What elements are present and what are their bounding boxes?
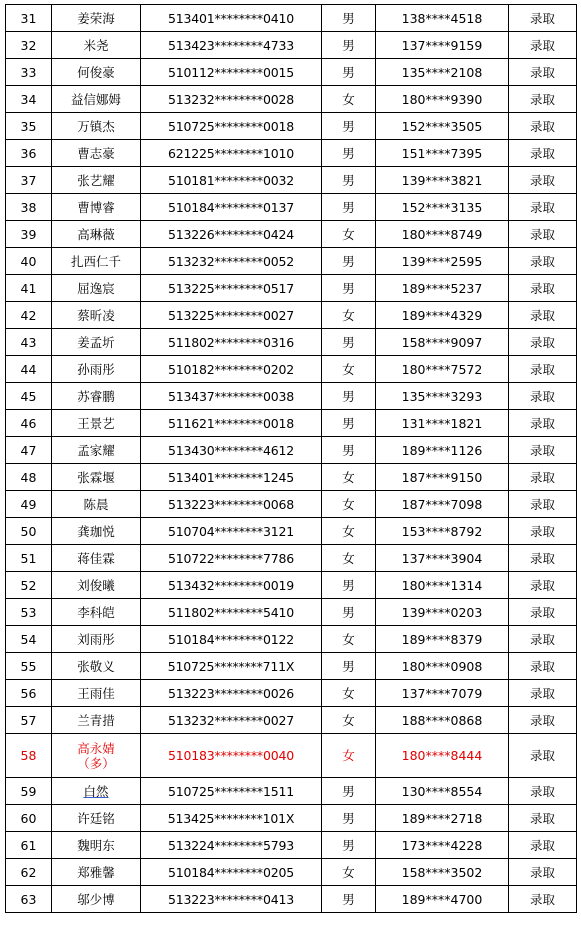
gender-cell: 女 (322, 86, 376, 113)
row-number-cell: 43 (6, 329, 52, 356)
phone-number-cell: 152****3135 (376, 194, 509, 221)
table-row (6, 653, 577, 680)
gender-cell: 男 (322, 886, 376, 913)
phone-number-cell: 137****9159 (376, 32, 509, 59)
status-cell: 录取 (509, 140, 577, 167)
status-cell: 录取 (509, 383, 577, 410)
table-row (6, 356, 577, 383)
id-number-cell: 510184********0137 (141, 194, 322, 221)
status-cell: 录取 (509, 572, 577, 599)
id-number-cell: 510183********0040 (141, 734, 322, 778)
row-number-cell: 44 (6, 356, 52, 383)
student-name-cell: 孟家耀 (52, 437, 141, 464)
phone-number-cell: 137****3904 (376, 545, 509, 572)
phone-number-cell: 135****2108 (376, 59, 509, 86)
row-number-cell: 36 (6, 140, 52, 167)
phone-number-cell: 189****8379 (376, 626, 509, 653)
student-name-cell: 孙雨彤 (52, 356, 141, 383)
status-cell: 录取 (509, 734, 577, 778)
student-name-cell: 许廷铭 (52, 805, 141, 832)
row-number-cell: 42 (6, 302, 52, 329)
phone-number-cell: 139****0203 (376, 599, 509, 626)
phone-number-cell: 158****9097 (376, 329, 509, 356)
id-number-cell: 513430********4612 (141, 437, 322, 464)
table-row (6, 680, 577, 707)
phone-number-cell: 187****9150 (376, 464, 509, 491)
row-number-cell: 45 (6, 383, 52, 410)
table-row (6, 194, 577, 221)
status-cell: 录取 (509, 859, 577, 886)
gender-cell: 女 (322, 626, 376, 653)
phone-number-cell: 137****7079 (376, 680, 509, 707)
id-number-cell: 513226********0424 (141, 221, 322, 248)
phone-number-cell: 139****2595 (376, 248, 509, 275)
gender-cell: 男 (322, 140, 376, 167)
row-number-cell: 52 (6, 572, 52, 599)
student-name-cell: 张艺耀 (52, 167, 141, 194)
table-row (6, 248, 577, 275)
student-name-cell: 张霖堰 (52, 464, 141, 491)
id-number-cell: 510182********0202 (141, 356, 322, 383)
student-name-cell: 魏明东 (52, 832, 141, 859)
row-number-cell: 62 (6, 859, 52, 886)
gender-cell: 男 (322, 437, 376, 464)
gender-cell: 女 (322, 707, 376, 734)
phone-number-cell: 180****1314 (376, 572, 509, 599)
phone-number-cell: 131****1821 (376, 410, 509, 437)
status-cell: 录取 (509, 275, 577, 302)
status-cell: 录取 (509, 518, 577, 545)
id-number-cell: 513232********0027 (141, 707, 322, 734)
phone-number-cell: 180****7572 (376, 356, 509, 383)
gender-cell: 女 (322, 734, 376, 778)
gender-cell: 女 (322, 356, 376, 383)
phone-number-cell: 153****8792 (376, 518, 509, 545)
status-cell: 录取 (509, 653, 577, 680)
row-number-cell: 55 (6, 653, 52, 680)
status-cell: 录取 (509, 221, 577, 248)
status-cell: 录取 (509, 491, 577, 518)
phone-number-cell: 151****7395 (376, 140, 509, 167)
phone-number-cell: 189****4700 (376, 886, 509, 913)
gender-cell: 女 (322, 518, 376, 545)
row-number-cell: 53 (6, 599, 52, 626)
gender-cell: 男 (322, 5, 376, 32)
student-name-cell: 姜孟圻 (52, 329, 141, 356)
table-row (6, 113, 577, 140)
id-number-cell: 513423********4733 (141, 32, 322, 59)
table-row (6, 464, 577, 491)
phone-number-cell: 189****4329 (376, 302, 509, 329)
id-number-cell: 513232********0028 (141, 86, 322, 113)
gender-cell: 男 (322, 599, 376, 626)
status-cell: 录取 (509, 113, 577, 140)
id-number-cell: 513437********0038 (141, 383, 322, 410)
status-cell: 录取 (509, 5, 577, 32)
gender-cell: 男 (322, 275, 376, 302)
id-number-cell: 513223********0413 (141, 886, 322, 913)
gender-cell: 女 (322, 545, 376, 572)
id-number-cell: 513401********0410 (141, 5, 322, 32)
gender-cell: 男 (322, 194, 376, 221)
row-number-cell: 41 (6, 275, 52, 302)
status-cell: 录取 (509, 410, 577, 437)
gender-cell: 男 (322, 383, 376, 410)
id-number-cell: 510725********1511 (141, 778, 322, 805)
student-name-cell: 屈逸宸 (52, 275, 141, 302)
gender-cell: 男 (322, 32, 376, 59)
phone-number-cell: 135****3293 (376, 383, 509, 410)
student-name-cell: 曹志豪 (52, 140, 141, 167)
gender-cell: 男 (322, 572, 376, 599)
id-number-cell: 513223********0068 (141, 491, 322, 518)
status-cell: 录取 (509, 356, 577, 383)
table-row (6, 518, 577, 545)
phone-number-cell: 138****4518 (376, 5, 509, 32)
row-number-cell: 35 (6, 113, 52, 140)
student-name-cell: 陈晨 (52, 491, 141, 518)
student-name-cell: 兰青措 (52, 707, 141, 734)
row-number-cell: 61 (6, 832, 52, 859)
id-number-cell: 510722********7786 (141, 545, 322, 572)
id-number-cell: 513401********1245 (141, 464, 322, 491)
gender-cell: 男 (322, 832, 376, 859)
id-number-cell: 510725********711X (141, 653, 322, 680)
phone-number-cell: 130****8554 (376, 778, 509, 805)
row-number-cell: 56 (6, 680, 52, 707)
student-name-cell: 张敬义 (52, 653, 141, 680)
row-number-cell: 57 (6, 707, 52, 734)
id-number-cell: 513224********5793 (141, 832, 322, 859)
gender-cell: 女 (322, 221, 376, 248)
phone-number-cell: 189****5237 (376, 275, 509, 302)
row-number-cell: 48 (6, 464, 52, 491)
gender-cell: 女 (322, 680, 376, 707)
table-row (6, 329, 577, 356)
table-row (6, 410, 577, 437)
status-cell: 录取 (509, 680, 577, 707)
student-name: 高永婧 (77, 740, 115, 756)
student-name-cell: 益信娜姆 (52, 86, 141, 113)
student-name-cell: 邬少博 (52, 886, 141, 913)
phone-number-cell: 187****7098 (376, 491, 509, 518)
status-cell: 录取 (509, 329, 577, 356)
table-row (6, 491, 577, 518)
id-number-cell: 513225********0027 (141, 302, 322, 329)
table-row (6, 778, 577, 805)
phone-number-cell: 188****0868 (376, 707, 509, 734)
student-name-cell: 蔡昕凌 (52, 302, 141, 329)
phone-number-cell: 180****8444 (376, 734, 509, 778)
gender-cell: 男 (322, 167, 376, 194)
phone-number-cell: 139****3821 (376, 167, 509, 194)
phone-number-cell: 158****3502 (376, 859, 509, 886)
phone-number-cell: 180****0908 (376, 653, 509, 680)
id-number-cell: 513225********0517 (141, 275, 322, 302)
status-cell: 录取 (509, 437, 577, 464)
table-row (6, 167, 577, 194)
status-cell: 录取 (509, 464, 577, 491)
student-name-cell: 高琳薇 (52, 221, 141, 248)
duplicate-note: （多） (77, 755, 115, 771)
status-cell: 录取 (509, 707, 577, 734)
phone-number-cell: 189****1126 (376, 437, 509, 464)
gender-cell: 男 (322, 778, 376, 805)
gender-cell: 男 (322, 410, 376, 437)
row-number-cell: 33 (6, 59, 52, 86)
status-cell: 录取 (509, 886, 577, 913)
row-number-cell: 47 (6, 437, 52, 464)
id-number-cell: 510704********3121 (141, 518, 322, 545)
row-number-cell: 54 (6, 626, 52, 653)
student-name-cell: 姜荣海 (52, 5, 141, 32)
table-body (6, 5, 577, 913)
id-number-cell: 510184********0205 (141, 859, 322, 886)
student-name-cell: 米尧 (52, 32, 141, 59)
id-number-cell: 511621********0018 (141, 410, 322, 437)
status-cell: 录取 (509, 59, 577, 86)
status-cell: 录取 (509, 545, 577, 572)
table-row (6, 859, 577, 886)
table-row (6, 734, 577, 778)
id-number-cell: 513223********0026 (141, 680, 322, 707)
phone-number-cell: 189****2718 (376, 805, 509, 832)
row-number-cell: 40 (6, 248, 52, 275)
row-number-cell: 49 (6, 491, 52, 518)
student-name-cell: 刘俊曦 (52, 572, 141, 599)
table-row (6, 32, 577, 59)
student-name-cell: 王雨佳 (52, 680, 141, 707)
table-row (6, 437, 577, 464)
id-number-cell: 621225********1010 (141, 140, 322, 167)
student-name-cell: 刘雨彤 (52, 626, 141, 653)
table-row (6, 805, 577, 832)
student-name-cell: 郑雅馨 (52, 859, 141, 886)
status-cell: 录取 (509, 248, 577, 275)
table-row (6, 626, 577, 653)
status-cell: 录取 (509, 167, 577, 194)
id-number-cell: 513232********0052 (141, 248, 322, 275)
row-number-cell: 37 (6, 167, 52, 194)
row-number-cell: 51 (6, 545, 52, 572)
table-row (6, 221, 577, 248)
table-row (6, 545, 577, 572)
status-cell: 录取 (509, 778, 577, 805)
gender-cell: 男 (322, 59, 376, 86)
admission-list (5, 4, 576, 924)
gender-cell: 男 (322, 248, 376, 275)
row-number-cell: 58 (6, 734, 52, 778)
table-row (6, 5, 577, 32)
gender-cell: 女 (322, 464, 376, 491)
student-name-cell: 曹博睿 (52, 194, 141, 221)
student-name-cell: 龚珈悦 (52, 518, 141, 545)
student-name-cell: 何俊豪 (52, 59, 141, 86)
student-name: 白然 (83, 783, 109, 799)
id-number-cell: 513432********0019 (141, 572, 322, 599)
status-cell: 录取 (509, 832, 577, 859)
row-number-cell: 63 (6, 886, 52, 913)
phone-number-cell: 180****9390 (376, 86, 509, 113)
phone-number-cell: 152****3505 (376, 113, 509, 140)
gender-cell: 男 (322, 113, 376, 140)
gender-cell: 女 (322, 302, 376, 329)
student-name-cell: 李科皑 (52, 599, 141, 626)
table-row (6, 383, 577, 410)
status-cell: 录取 (509, 599, 577, 626)
student-name-cell: 扎西仁千 (52, 248, 141, 275)
table-row (6, 302, 577, 329)
status-cell: 录取 (509, 32, 577, 59)
table-row (6, 707, 577, 734)
table-row (6, 140, 577, 167)
id-number-cell: 510112********0015 (141, 59, 322, 86)
gender-cell: 男 (322, 653, 376, 680)
gender-cell: 女 (322, 859, 376, 886)
row-number-cell: 59 (6, 778, 52, 805)
status-cell: 录取 (509, 302, 577, 329)
table-row (6, 832, 577, 859)
id-number-cell: 510181********0032 (141, 167, 322, 194)
row-number-cell: 31 (6, 5, 52, 32)
phone-number-cell: 173****4228 (376, 832, 509, 859)
status-cell: 录取 (509, 626, 577, 653)
table-row (6, 886, 577, 913)
status-cell: 录取 (509, 805, 577, 832)
gender-cell: 男 (322, 329, 376, 356)
id-number-cell: 511802********0316 (141, 329, 322, 356)
table-row (6, 59, 577, 86)
status-cell: 录取 (509, 86, 577, 113)
row-number-cell: 34 (6, 86, 52, 113)
id-number-cell: 510725********0018 (141, 113, 322, 140)
id-number-cell: 511802********5410 (141, 599, 322, 626)
student-name-cell (52, 778, 141, 805)
status-cell: 录取 (509, 194, 577, 221)
table-row (6, 599, 577, 626)
gender-cell: 男 (322, 805, 376, 832)
row-number-cell: 38 (6, 194, 52, 221)
row-number-cell: 46 (6, 410, 52, 437)
table-row (6, 86, 577, 113)
student-name-cell: 万镇杰 (52, 113, 141, 140)
student-name-cell (52, 734, 141, 778)
row-number-cell: 32 (6, 32, 52, 59)
table-row (6, 275, 577, 302)
table-row (6, 572, 577, 599)
student-name-cell: 蒋佳霖 (52, 545, 141, 572)
student-name-cell: 王景艺 (52, 410, 141, 437)
phone-number-cell: 180****8749 (376, 221, 509, 248)
admission-table (5, 4, 577, 913)
row-number-cell: 60 (6, 805, 52, 832)
row-number-cell: 39 (6, 221, 52, 248)
gender-cell: 女 (322, 491, 376, 518)
student-name-cell: 苏睿鹏 (52, 383, 141, 410)
row-number-cell: 50 (6, 518, 52, 545)
id-number-cell: 513425********101X (141, 805, 322, 832)
id-number-cell: 510184********0122 (141, 626, 322, 653)
